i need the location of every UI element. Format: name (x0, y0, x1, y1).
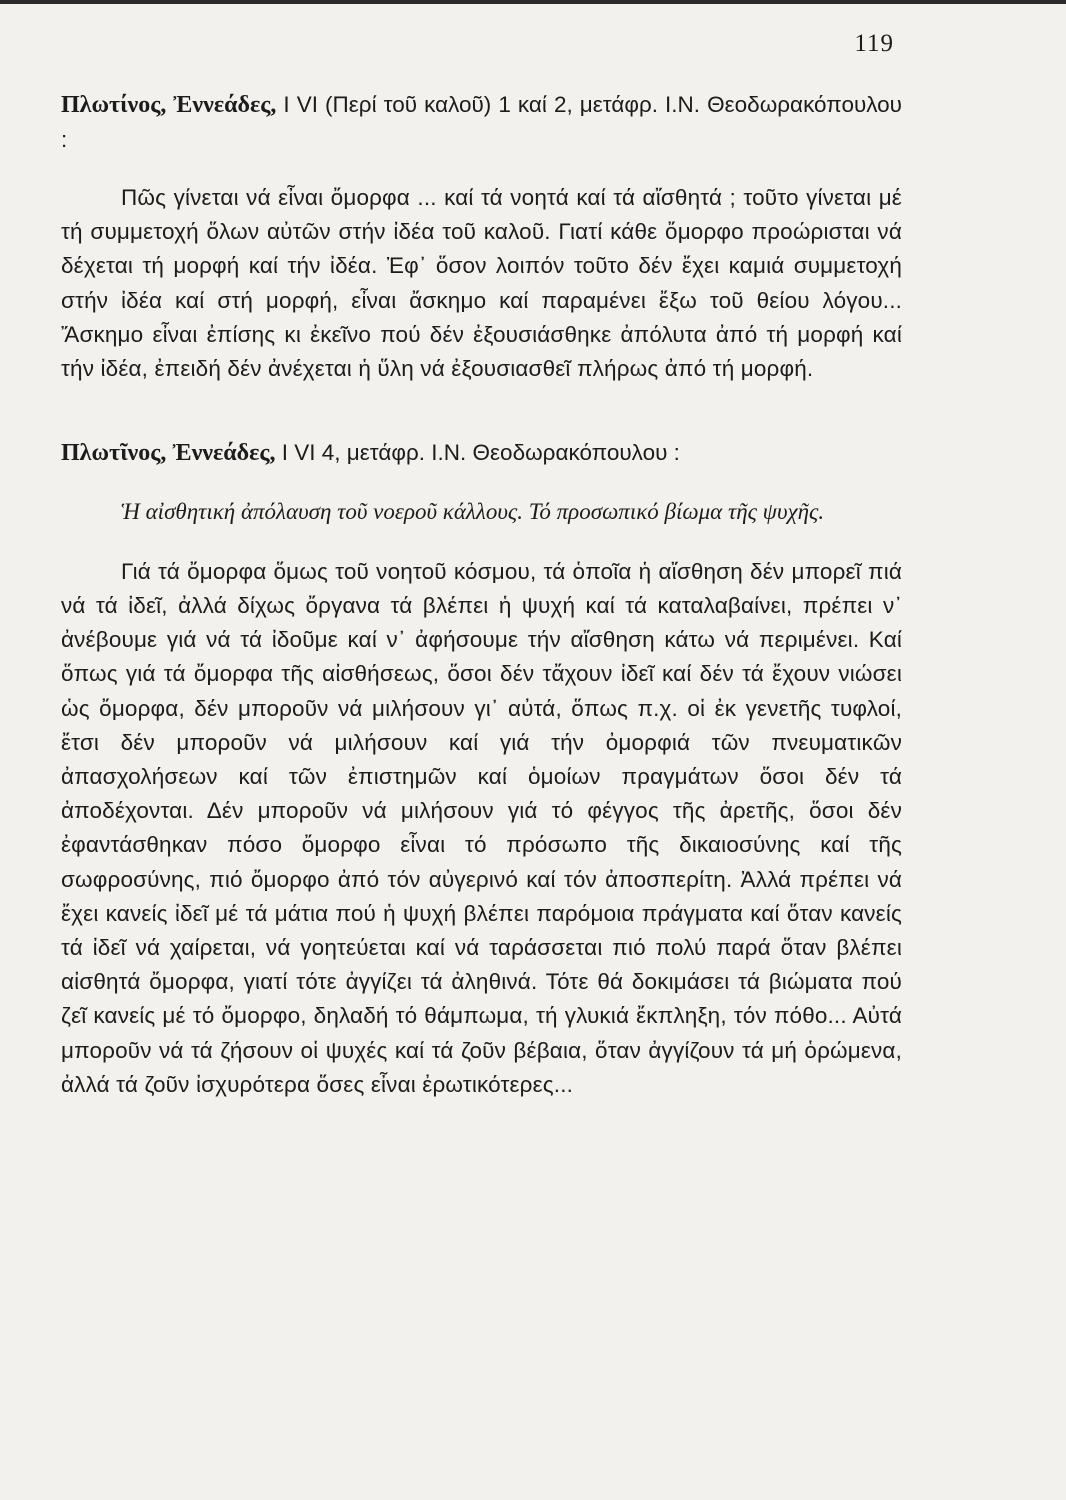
spacer (61, 386, 902, 436)
section-2-body: Γιά τά ὄμορφα ὅμως τοῦ νοητοῦ κόσμου, τά ὁποῖα ἡ αἴσθηση δέν μπορεῖ πιά νά τά ἰδεῖ, ἀλλά δίχως ὄργανα τά βλέπει ἡ ψυχή καί τά καταλαβαίνει, πρέπει ν᾽ ἀνέβουμε γιά νά τά ἰδοῦμε καί ν᾽ ἀφήσουμε τήν αἴσθηση κάτω νά περιμένει. Καί ὅπως γιά τά ὄμορφα τῆς αἰσθήσεως, ὅσοι δέν τἄχουν ἰδεῖ καί δέν τά ἔχουν νιώσει ὡς ὄμορφα, δέν μποροῦν νά μιλήσουν γι᾽ αὐτά, ὅπως π.χ. οἱ ἐκ γενετῆς τυφλοί, ἔτσι δέν μποροῦν νά μιλήσουν καί γιά τήν ὀμορφιά τῶν πνευματικῶν ἀπασχολήσεων καί τῶν ἐπιστημῶν καί ὁμοίων πραγμάτων ὅσοι δέν τά ἀποδέχονται. Δέν μποροῦν νά μιλήσουν γιά τό φέγγος τῆς ἀρετῆς, ὅσοι δέν ἐφαντάσθηκαν πόσο ὄμορφο εἶναι τό πρόσωπο τῆς δικαιοσύνης καί τῆς σωφροσύνης, πιό ὄμορφο ἀπό τόν αὐγερινό καί τόν ἀποσπερίτη. Ἀλλά πρέπει νά ἔχει κανείς ἰδεῖ μέ τά μάτια πού ἡ ψυχή βλέπει παρόμοια πράγματα καί ὅταν κανείς τά ἰδεῖ νά χαίρεται, νά γοητεύεται καί νά ταράσσεται πιό πολύ παρά ὅταν βλέπει αἰσθητά ὄμορφα, γιατί τότε ἀγγίζει τά ἀληθινά. Τότε θά δοκιμάσει τά βιώματα πού ζεῖ κανείς μέ τό ὄμορφο, δηλαδή τό θάμπωμα, τή γλυκιά ἔκπληξη, τόν πόθο... Αὐτά μποροῦν νά τά ζήσουν οἱ ψυχές καί τά ζοῦν βέβαια, ὅταν ἀγγίζουν τά μή ὁρώμενα, ἀλλά τά ζοῦν ἰσχυρότερα ὅσες εἶναι ἐρωτικότερες... (61, 558, 902, 1097)
section-1-author: Πλωτίνος, Ἐννεάδες, (61, 92, 277, 118)
top-rule (0, 0, 1066, 4)
section-1-citation: Ι VI (Περί τοῦ καλοῦ) 1 καί 2, μετάφρ. Ι.Ν. Θεοδωρακόπουλου : (61, 92, 902, 152)
section-1-heading (61, 88, 902, 157)
section-2-heading (61, 436, 902, 471)
page-content (61, 88, 902, 1102)
page-number: 119 (854, 30, 894, 57)
section-2-author: Πλωτῖνος, Ἐννεάδες, (61, 440, 276, 467)
spacer (61, 471, 902, 495)
section-1-body: Πῶς γίνεται νά εἶναι ὄμορφα ... καί τά νοητά καί τά αἴσθητά ; τοῦτο γίνεται μέ τή συμμετοχή ὅλων αὐτῶν στήν ἰδέα τοῦ καλοῦ. Γιατί κάθε ὄμορφο προώρισται νά δέχεται τή μορφή καί τήν ἰδέα. Ἐφ᾽ ὅσον λοιπόν τοῦτο δέν ἔχει καμιά συμμετοχή στήν ἰδέα καί στή μορφή, εἶναι ἄσκημο καί παραμένει ἔξω τοῦ θείου λόγου... Ἄσκημο εἶναι ἐπίσης κι ἐκεῖνο πού δέν ἐξουσιάσθηκε ἀπόλυτα ἀπό τή μορφή καί τήν ἰδέα, ἐπειδή δέν ἀνέχεται ἡ ὕλη νά ἐξουσιασθεῖ πλήρως ἀπό τή μορφή. (61, 185, 902, 382)
section-2-citation: Ι VI 4, μετάφρ. Ι.Ν. Θεοδωρακόπουλου : (281, 440, 680, 466)
section-2-subtitle: Ἡ αἰσθητική ἀπόλαυση τοῦ νοεροῦ κάλλους. Τό προσωπικό βίωμα τῆς ψυχῆς. (121, 498, 825, 524)
spacer (61, 529, 902, 555)
spacer (61, 157, 902, 181)
